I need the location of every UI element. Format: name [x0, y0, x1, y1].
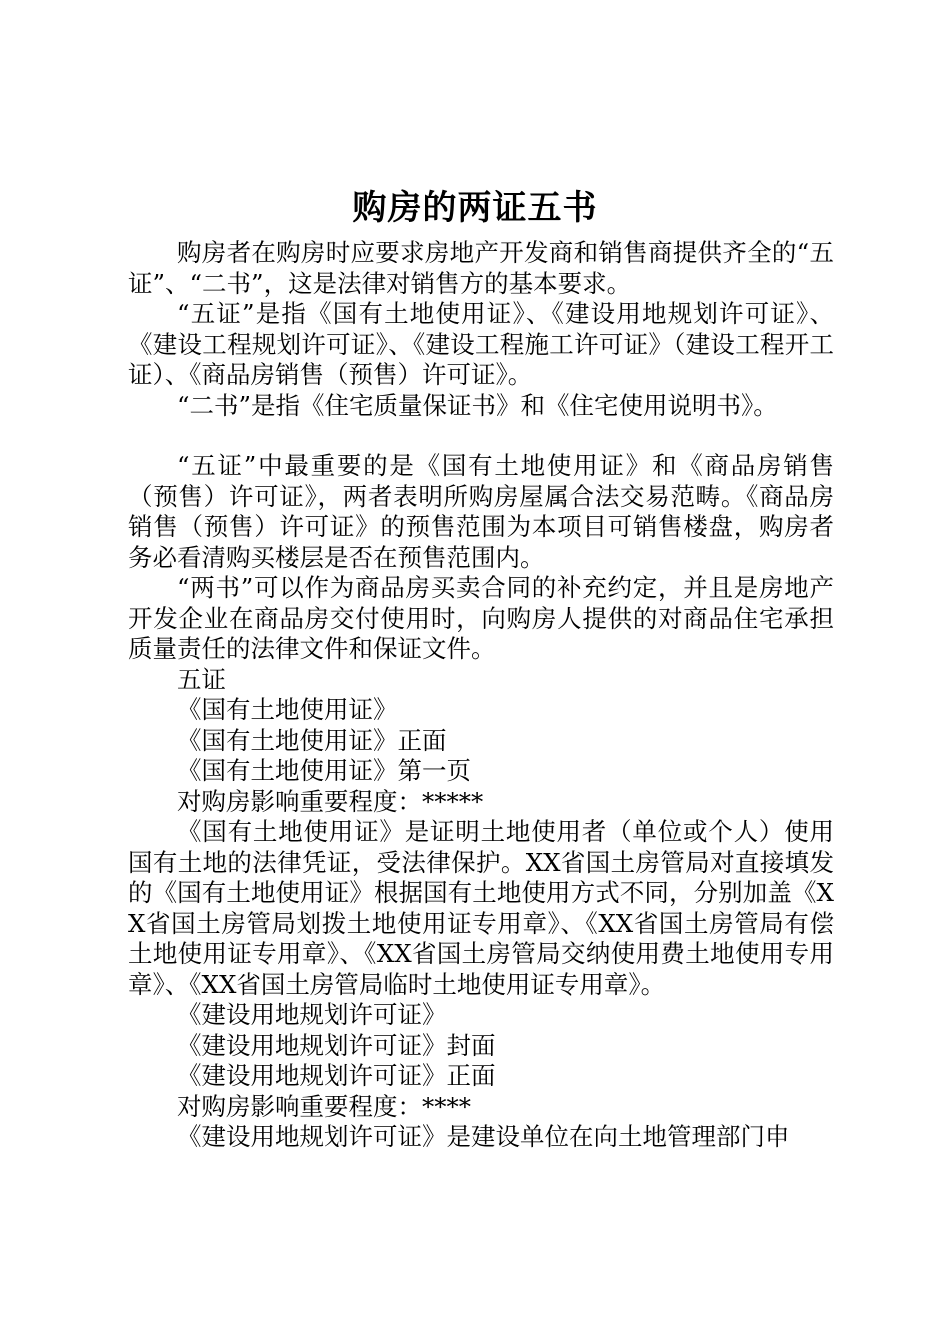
item-land-use-certificate-front: 《国有土地使用证》正面 — [177, 725, 447, 755]
item-planning-permit: 《建设用地规划许可证》 — [177, 1000, 447, 1029]
blank-line — [128, 421, 834, 451]
importance-rating-land-use: 对购房影响重要程度：***** — [177, 786, 484, 816]
paragraph-two-documents-role: “两书”可以作为商品房买卖合同的补充约定，并且是房地产开发企业在商品房交付使用时，向购房人提供的对商品住宅承担质量责任的法律文件和保证文件。 — [128, 573, 834, 663]
document-body — [128, 238, 834, 1153]
section-heading-five-certificates: 五证 — [177, 664, 226, 694]
paragraph-most-important: “五证”中最重要的是《国有土地使用证》和《商品房销售（预售）许可证》，两者表明所购房屋属合法交易范畴。《商品房销售（预售）许可证》的预售范围为本项目可销售楼盘，购房者务必看清购买楼层是否在预售范围内。 — [128, 451, 834, 572]
paragraph-land-use-certificate-description: 《国有土地使用证》是证明土地使用者（单位或个人）使用国有土地的法律凭证，受法律保护。XX省国土房管局对直接填发的《国有土地使用证》根据国有土地使用方式不同，分别加盖《XX省国土房管局划拨土地使用证专用章》、《XX省国土房管局有偿土地使用证专用章》、《XX省国土房管局交纳使用费土地使用专用章》、《XX省国土房管局临时土地使用证专用章》。 — [128, 817, 834, 999]
item-planning-permit-cover: 《建设用地规划许可证》封面 — [177, 1030, 496, 1060]
importance-rating-planning-permit: 对购房影响重要程度：**** — [177, 1091, 471, 1121]
item-land-use-certificate: 《国有土地使用证》 — [177, 695, 398, 724]
paragraph-two-documents-definition: “二书”是指《住宅质量保证书》和《住宅使用说明书》。 — [177, 390, 778, 420]
item-land-use-certificate-page-one: 《国有土地使用证》第一页 — [177, 756, 471, 785]
paragraph-intro: 购房者在购房时应要求房地产开发商和销售商提供齐全的“五证”、“二书”，这是法律对销售方的基本要求。 — [128, 238, 834, 298]
document-title: 购房的两证五书 — [352, 188, 598, 228]
paragraph-planning-permit-description: 《建设用地规划许可证》是建设单位在向土地管理部门申 — [177, 1122, 790, 1151]
paragraph-five-certificates-definition: “五证”是指《国有土地使用证》、《建设用地规划许可证》、《建设工程规划许可证》、《建设工程施工许可证》（建设工程开工证）、《商品房销售（预售）许可证》。 — [128, 299, 834, 389]
item-planning-permit-front: 《建设用地规划许可证》正面 — [177, 1061, 496, 1090]
